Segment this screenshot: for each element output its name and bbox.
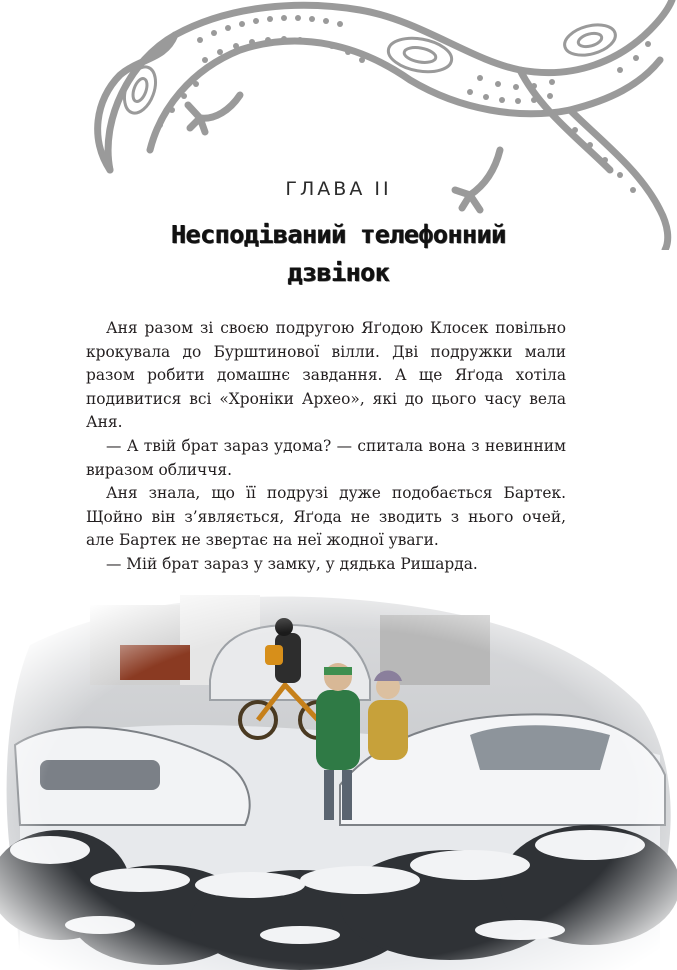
paragraph: Аня знала, що її подрузі дуже подобається Бартек. Щойно він з’являється, Яґода не зводить з нього очей, але Бартек не звертає на неї жодної уваги.: [86, 484, 566, 550]
chapter-title-line2: дзвінок: [287, 258, 390, 287]
winter-street-illustration: [0, 585, 677, 970]
body-text: [86, 317, 566, 577]
chapter-title-line1: Несподіваний телефонний: [171, 220, 506, 249]
chapter-title: [60, 216, 617, 292]
chapter-label: ГЛАВА II: [285, 178, 392, 200]
paragraph: Аня разом зі своєю подругою Яґодою Клосек повільно крокувала до Бурштинової вілли. Дві подружки мали разом робити домашнє завдання. А ще Яґода хотіла подивитися всі «Хроніки Археo», які до цього часу вела Аня.: [86, 319, 566, 432]
paragraph: — Мій брат зараз у замку, у дядька Ришарда.: [106, 554, 478, 573]
lizard-ornament-icon: [0, 0, 677, 250]
paragraph: — А твій брат зараз удома? — спитала вона з невинним виразом обличчя.: [86, 436, 566, 479]
